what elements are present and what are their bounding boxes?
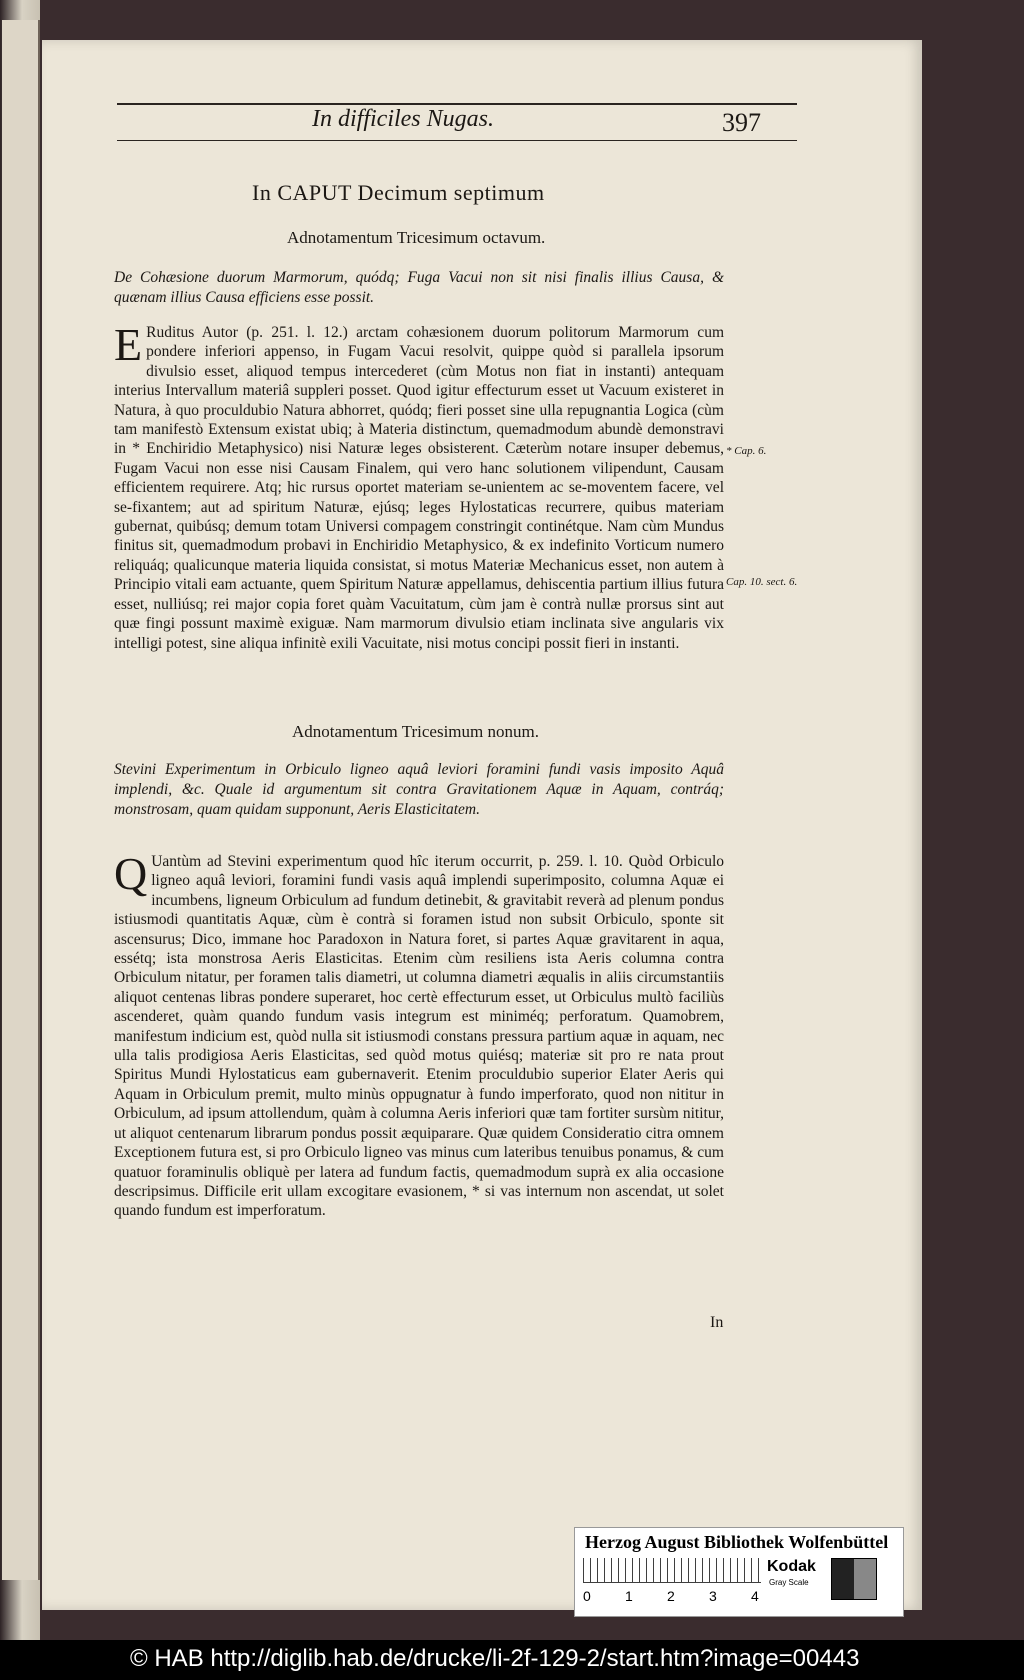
section1-heading: Adnotamentum Tricesimum octavum. [287, 228, 546, 247]
copyright-url: © HAB http://diglib.hab.de/drucke/li-2f-129-2/start.htm?image=00443 [130, 1645, 860, 1672]
gray-scale-patch [831, 1558, 877, 1600]
chapter-heading: In CAPUT Decimum septimum [252, 180, 545, 205]
section1-title: De Cohæsione duorum Marmorum, quódq; Fuga Vacui non sit nisi finalis illius Causa, & quænam illius Causa efficiens esse possit. [114, 269, 724, 306]
header-rule-bottom [117, 140, 797, 141]
left-page-edge [2, 20, 40, 1580]
catchword: In [710, 1314, 724, 1331]
margin-note-1: * Cap. 6. [726, 445, 767, 457]
section1-body [114, 319, 724, 653]
running-title: In difficiles Nugas. [312, 106, 494, 132]
kodak-logo: Kodak [767, 1558, 816, 1575]
section2-heading: Adnotamentum Tricesimum nonum. [292, 722, 539, 741]
library-name: Herzog August Bibliothek Wolfenbüttel [585, 1532, 889, 1552]
section1-text: Ruditus Autor (p. 251. l. 12.) arctam cohæsionem duorum politorum Marmorum cum pondere inferiori appenso, in Fugam Vacui resolvit, quippe quòd si parallela ipsorum divulsio esset, aliquod tempus intercederet (cùm Motus non fiat in instanti) antequam interius Intervallum materiâ suppleri posset. Quod igitur effecturum esset ut Vacuum existeret in Natura, à quo proculdubio Natura abhorret, quódq; fieri posset sine ulla repugnantia Logica (cùm tam manifestò Extensum existat ubiq; à Materia distinctum, quemadmodum abundè demonstravi in * Enchiridio Metaphysico) nisi Naturæ leges obsisterent. Cæterùm notare insuper debemus, Fugam Vacui non esse nisi Causam Finalem, qui vero hanc solutionem vilipendunt, Causam efficientem requirere. Atq; hic rursus oportet materiam se-unientem ac se-moventem facere, vel se-fixantem; aut ad spiritum Naturæ, ejúsq; leges Hylostaticas recurrere, quibus materiam gubernat, quibúsq; demum totam Universi compagem constringit continétque. Nam cùm Mundus finitus sit, quemadmodum probavi in Enchiridio Metaphysico, & ex indefinito Vorticum numero reliquáq; qualicunque materia liquida consistat, si motus Materiæ Mechanicus esset, non autem à Principio vitali eam actuante, quem Spiritum Naturæ appellamus, dehiscentia partium illius futura esset, nulliúsq; rei major copia foret quàm Vacuitatum, cùm jam è contrà nullæ prorsus sint aut quæ fingi possunt maximè exiguæ. Nam marmorum divulsio etiam inclinata sive angularis vix intelligi potest, sine aliqua infinitè exili Vacuitate, nisi motus concipi possit fieri in instanti. [114, 324, 724, 652]
section2-text: Uantùm ad Stevini experimentum quod hîc iterum occurrit, p. 259. l. 10. Quòd Orbiculo ligneo aquâ leviori, foramini fundi vasis aquâ implendi superimposito, columna Aquæ ei incumbens, ligneum Orbiculum ad fundum detinebit, & gravitabit reverà ad plenum pondus istiusmodi quantitatis Aquæ, cùm è contrà si foramen istud non subsit Orbiculo, sponte sit ascensurus; Dico, immane hoc Paradoxon in Natura foret, si partes Aquæ gravitarent in aqua, essétq; ista monstrosa Aeris Elasticitas. Etenim cùm resiliens ista Aeris columna contra Orbiculum nitatur, per foramen talis diametri, ut columna diametri æqualis in aliis circumstantiis aliquot centenas libras pondere superaret, hoc certè effecturum esset, ut Orbiculus multò faciliùs ascenderet, quàm quando fundum vasis integrum est miniméq; perforatum. Quamobrem, manifestum indicium est, quòd nulla sit istiusmodi constans pressura partium aquæ in aquam, nec ulla talis prodigiosa Aeris Elasticitas, sed quòd motus quiésq; materiæ sit pro re nata prout Spiritus Mundi Hylostaticus eam gubernaverit. Etenim proculdubio superior Elater Aeris qui Aquam in Orbiculum premit, multo minùs oppugnatur à fundo imperforato, quod non nititur in Orbiculum, ad ipsum attollendum, quàm à columna Aeris inferiori quæ tam fortiter sursùm nititur, ut aliquot centenarum librarum pondus possit æquiparare. Quæ quidem Consideratio citra omnem Exceptionem futura est, si pro Orbiculo ligneo vas minus cum lateribus tenuibus ponamus, & cum quatuor foraminulis obliquè per latera ad fundum factis, quemadmodum suprà ex alia occasione descripsimus. Difficile erit ullam excogitare evasionem, * si vas internum non ascendat, ut solet quando fundum est imperforatum. [114, 853, 724, 1220]
ruler-number: 3 [709, 1588, 717, 1604]
ruler-number: 2 [667, 1588, 675, 1604]
margin-note-2: Cap. 10. sect. 6. [726, 576, 798, 588]
section2-body [114, 848, 724, 1221]
page-number: 397 [722, 108, 761, 137]
ruler-number: 0 [583, 1588, 591, 1604]
ruler-number: 4 [751, 1588, 759, 1604]
gray-scale-label: Gray Scale [769, 1578, 809, 1587]
ruler-number: 1 [625, 1588, 633, 1604]
ruler-scale [583, 1558, 761, 1583]
section2-title: Stevini Experimentum in Orbiculo ligneo aquâ leviori foramini fundi vasis imposito Aquâ implendi, &c. Quale id argumentum sit contra Gravitationem Aquæ in Aquam, contráq; monstrosam, quam quidam supponunt, Aeris Elasticitatem. [114, 761, 724, 818]
book-page [42, 40, 922, 1610]
color-ruler-card [574, 1527, 904, 1617]
header-rule-top [117, 103, 797, 105]
section2-dropcap: Q [114, 848, 148, 899]
section1-dropcap: E [114, 319, 143, 370]
